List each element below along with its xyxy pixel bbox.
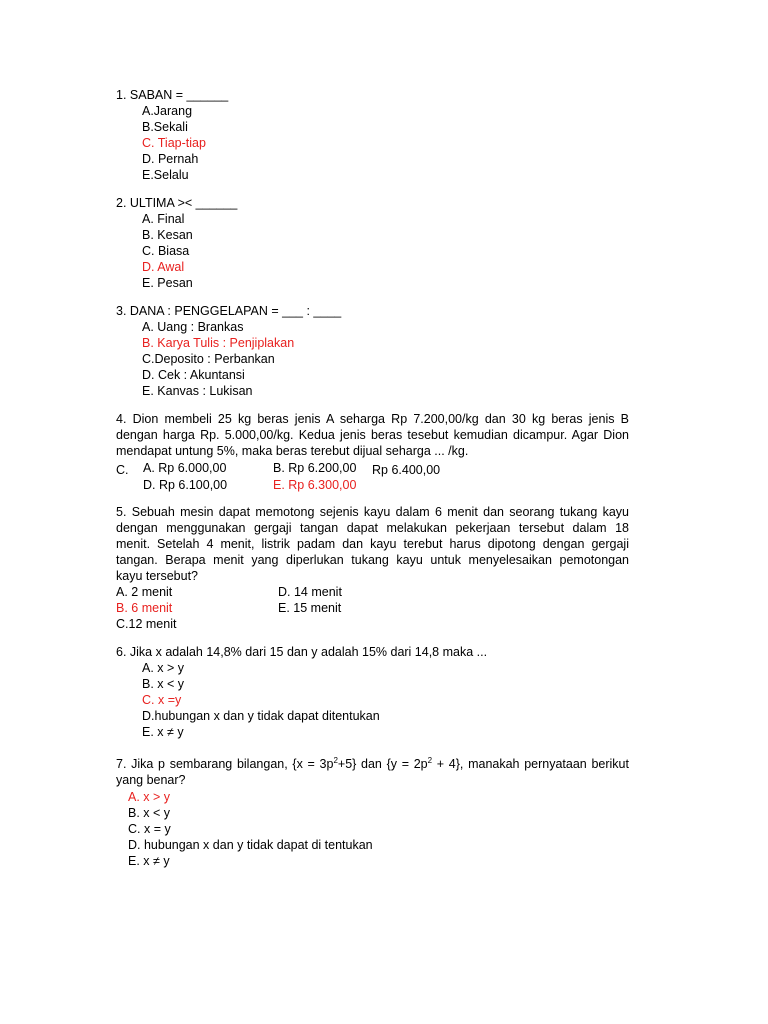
q4-option-b: B. Rp 6.200,00 <box>273 461 357 475</box>
q2-option-e: E. Pesan <box>142 276 193 290</box>
q7-superscript-2: 2 <box>427 755 433 765</box>
q7-line-1-mid: +5} dan {y = 2p <box>337 757 428 771</box>
q1-option-e: E.Selalu <box>142 168 189 182</box>
q4-line-1: 4. Dion membeli 25 kg beras jenis A seharga Rp 7.200,00/kg dan 30 kg beras jenis B <box>116 412 629 426</box>
q6-option-e: E. x ≠ y <box>142 725 184 739</box>
q3-question: 3. DANA : PENGGELAPAN = ___ : ____ <box>116 304 342 318</box>
q2-question: 2. ULTIMA >< ______ <box>116 196 238 210</box>
q4-question <box>116 411 629 459</box>
q1-option-c-answer: C. Tiap-tiap <box>142 136 206 150</box>
q1-option-b: B.Sekali <box>142 120 188 134</box>
q4-option-c-value: Rp 6.400,00 <box>372 463 441 477</box>
q2-option-c: C. Biasa <box>142 244 190 258</box>
q6-option-a: A. x > y <box>142 661 185 675</box>
q5-option-d: D. 14 menit <box>278 585 342 599</box>
q5-line-5: kayu tersebut? <box>116 569 198 583</box>
q5-line-2: dengan menggunakan gergaji tangan dapat melakukan pekerjaan tersebut dalam 18 <box>116 521 629 535</box>
q2-option-b: B. Kesan <box>142 228 193 242</box>
q5-line-4: tangan. Berapa menit yang diperlukan tukang kayu untuk menyelesaikan pemotongan <box>116 553 629 567</box>
q3-option-e: E. Kanvas : Lukisan <box>142 384 253 398</box>
q7-option-b: B. x < y <box>128 806 171 820</box>
q5-option-e: E. 15 menit <box>278 601 342 615</box>
q3-option-a: A. Uang : Brankas <box>142 320 244 334</box>
q5-line-1: 5. Sebuah mesin dapat memotong sejenis kayu dalam 6 menit dan seorang tukang kayu <box>116 505 629 519</box>
q6-option-c-answer: C. x =y <box>142 693 182 707</box>
q3-option-c: C.Deposito : Perbankan <box>142 352 275 366</box>
q7-line-1-prefix: 7. Jika p sembarang bilangan, {x = 3p <box>116 757 334 771</box>
q5-option-c: C.12 menit <box>116 617 177 631</box>
q5-option-a: A. 2 menit <box>116 585 173 599</box>
q2-option-d-answer: D. Awal <box>142 260 185 274</box>
q4-option-d: D. Rp 6.100,00 <box>143 478 228 492</box>
q3-option-b-answer: B. Karya Tulis : Penjiplakan <box>142 336 295 350</box>
q4-option-e-answer: E. Rp 6.300,00 <box>273 478 357 492</box>
q5-option-b-answer: B. 6 menit <box>116 601 173 615</box>
q3-option-d: D. Cek : Akuntansi <box>142 368 245 382</box>
q7-superscript-1: 2 <box>333 755 338 765</box>
q4-option-a: A. Rp 6.000,00 <box>143 461 227 475</box>
q2-option-a: A. Final <box>142 212 185 226</box>
q5-question <box>116 504 629 584</box>
q7-line-1-suffix: + 4}, manakah pernyataan berikut <box>432 757 629 771</box>
q6-option-d: D.hubungan x dan y tidak dapat ditentukan <box>142 709 380 723</box>
q5-line-3: menit. Setelah 4 menit, listrik padam dan kayu terebut harus dipotong dengan gergaji <box>116 537 629 551</box>
q7-option-a-answer: A. x > y <box>128 790 171 804</box>
q4-line-3: mendapat untung 5%, maka beras terebut dijual seharga ... /kg. <box>116 444 469 458</box>
q7-question <box>116 756 629 788</box>
q7-line-1 <box>116 756 629 772</box>
q4-option-c-letter: C. <box>116 463 129 477</box>
q7-line-2: yang benar? <box>116 773 186 787</box>
q1-option-a: A.Jarang <box>142 104 193 118</box>
q7-option-e: E. x ≠ y <box>128 854 170 868</box>
q6-option-b: B. x < y <box>142 677 185 691</box>
q4-line-2: dengan harga Rp. 5.000,00/kg. Kedua jenis beras tesebut kemudian dicampur. Agar Dion <box>116 428 629 442</box>
q7-option-d: D. hubungan x dan y tidak dapat di tentukan <box>128 838 373 852</box>
q7-option-c: C. x = y <box>128 822 171 836</box>
q1-question: 1. SABAN = ______ <box>116 88 229 102</box>
q6-question: 6. Jika x adalah 14,8% dari 15 dan y adalah 15% dari 14,8 maka ... <box>116 645 488 659</box>
q1-option-d: D. Pernah <box>142 152 199 166</box>
